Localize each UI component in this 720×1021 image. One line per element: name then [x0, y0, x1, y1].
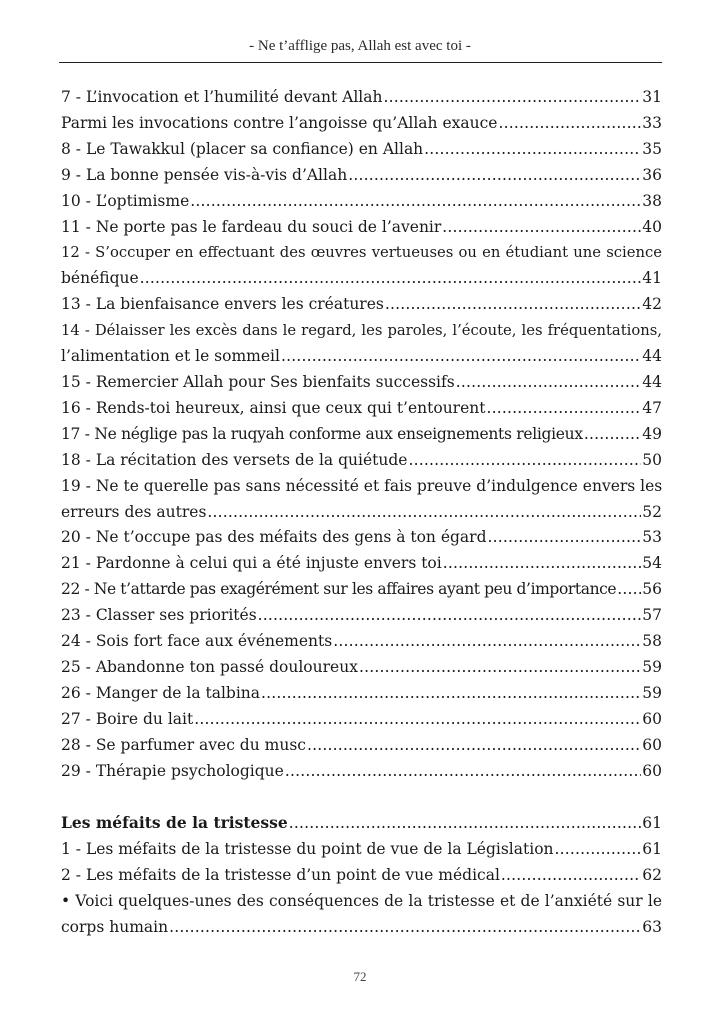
toc-leader-dots — [555, 837, 642, 863]
toc-page-number: 61 — [642, 814, 662, 833]
toc-entry-label: 22 - Ne t’attarde pas exagérément sur les affaires ayant peu d’importance — [61, 580, 617, 599]
toc-entry[interactable] — [61, 681, 662, 707]
toc-entry[interactable] — [61, 163, 662, 189]
toc-entry-label: 9 - La bonne pensée vis-à-vis d’Allah — [61, 165, 348, 184]
toc-entry[interactable] — [61, 655, 662, 681]
running-header: - Ne t’afflige pas, Allah est avec toi - — [249, 38, 471, 54]
toc-page-number: 44 — [642, 347, 662, 366]
toc-entry-label: 29 - Thérapie psychologique — [61, 761, 284, 780]
toc-leader-dots — [385, 292, 641, 318]
toc-entry[interactable] — [61, 603, 662, 629]
toc-entry-multiline[interactable] — [61, 474, 662, 526]
toc-entry-multiline[interactable] — [61, 889, 662, 941]
toc-entry[interactable] — [61, 837, 662, 863]
toc-entry-label-line2: corps humain — [61, 918, 169, 937]
toc-leader-dots — [207, 500, 641, 526]
toc-entry-label: 17 - Ne néglige pas la ruqyah conforme aux enseignements religieux — [61, 424, 583, 443]
toc-leader-dots — [617, 577, 641, 603]
toc-entry[interactable] — [61, 448, 662, 474]
toc-leader-dots — [424, 137, 641, 163]
toc-leader-dots — [443, 551, 642, 577]
toc-leader-dots — [140, 266, 642, 292]
toc-entry-label: 24 - Sois fort face aux événements — [61, 632, 333, 651]
toc-leader-dots — [281, 344, 641, 370]
toc-entry-label-line1: 12 - S’occuper en effectuant des œuvres vertueuses ou en étudiant une science — [61, 244, 662, 262]
toc-leader-dots — [584, 422, 641, 448]
toc-entry-label: 7 - L’invocation et l’humilité devant Allah — [61, 88, 383, 106]
toc-section-heading[interactable] — [61, 810, 662, 837]
toc-leader-dots — [442, 215, 641, 241]
toc-entry[interactable] — [61, 551, 662, 577]
toc-leader-dots — [285, 759, 641, 785]
toc-entry-label-line1: • Voici quelques-unes des conséquences de la tristesse et de l’anxiété sur le — [61, 892, 662, 911]
toc-leader-dots — [190, 189, 641, 215]
toc-entry[interactable] — [61, 577, 662, 603]
toc-entry[interactable] — [61, 422, 662, 448]
page-number: 72 — [353, 969, 367, 984]
toc-leader-dots — [258, 603, 642, 629]
toc-entry-multiline[interactable] — [61, 318, 662, 370]
toc-leader-dots — [261, 681, 641, 707]
toc-entry[interactable] — [61, 137, 662, 163]
toc-entry-label-line1: 19 - Ne te querelle pas sans nécessité et fais preuve d’indulgence envers les — [61, 476, 663, 495]
toc-leader-dots — [333, 629, 641, 655]
toc-leader-dots — [348, 163, 641, 189]
toc-entry[interactable] — [61, 733, 662, 759]
toc-entry-label: 25 - Abandonne ton passé douloureux — [61, 657, 358, 676]
toc-leader-dots — [486, 396, 641, 422]
toc-page-number: 41 — [642, 269, 662, 288]
toc-entry[interactable] — [61, 707, 662, 733]
toc-page-number: 53 — [642, 528, 662, 547]
toc-entry-label: 26 - Manger de la talbina — [61, 683, 261, 702]
toc-entry-label: 11 - Ne porte pas le fardeau du souci de l’avenir — [61, 217, 442, 236]
toc-entry-label: 15 - Remercier Allah pour Ses bienfaits successifs — [61, 372, 455, 391]
toc-entry-label: 13 - La bienfaisance envers les créatures — [61, 295, 384, 314]
toc-entry[interactable] — [61, 111, 662, 137]
toc-page-number: 49 — [642, 424, 662, 443]
toc-entry[interactable] — [61, 629, 662, 655]
toc-entry-label: 8 - Le Tawakkul (placer sa confiance) en Allah — [61, 139, 424, 158]
toc-leader-dots — [501, 863, 641, 889]
toc-leader-dots — [289, 811, 642, 837]
toc-leader-dots — [169, 915, 641, 941]
toc-page-number: 38 — [642, 191, 662, 210]
toc-entry[interactable] — [61, 85, 662, 111]
toc-page-number: 61 — [642, 840, 662, 859]
toc-entry-label: 1 - Les méfaits de la tristesse du point de vue de la Législation — [61, 840, 554, 859]
toc-page-number: 62 — [642, 866, 662, 885]
toc-page-number: 60 — [642, 735, 662, 754]
toc-leader-dots — [408, 448, 641, 474]
toc-entry-label: 16 - Rends-toi heureux, ainsi que ceux qui t’entourent — [61, 398, 486, 417]
toc-entry[interactable] — [61, 863, 662, 889]
toc-entry-label: 28 - Se parfumer avec du musc — [61, 735, 306, 754]
toc-page-number: 56 — [642, 580, 662, 599]
toc-entry[interactable] — [61, 396, 662, 422]
toc-leader-dots — [488, 525, 642, 551]
toc-page-number: 52 — [642, 502, 662, 521]
toc-entry[interactable] — [61, 525, 662, 551]
header-divider — [59, 62, 662, 63]
toc-page-number: 59 — [642, 683, 662, 702]
toc-page-number: 60 — [642, 709, 662, 728]
toc-leader-dots — [307, 733, 641, 759]
toc-page-number: 60 — [642, 761, 662, 780]
toc-page-number: 57 — [642, 606, 662, 625]
toc-entry-label: 10 - L’optimisme — [61, 191, 190, 210]
toc-entry-label-line2: erreurs des autres — [61, 502, 207, 521]
toc-page-number: 54 — [642, 554, 662, 573]
toc-page-number: 50 — [642, 450, 662, 469]
toc-entry-label-line2: bénéfique — [61, 269, 139, 288]
toc-entry[interactable] — [61, 370, 662, 396]
toc-entry-label: Parmi les invocations contre l’angoisse qu’Allah exauce — [61, 113, 498, 132]
toc-entry-label: 27 - Boire du lait — [61, 709, 194, 728]
toc-leader-dots — [194, 707, 641, 733]
toc-entry-label-line1: 14 - Délaisser les excès dans le regard, les paroles, l’écoute, les fréquentations, — [61, 322, 662, 340]
toc-page-number: 63 — [642, 918, 662, 937]
toc-entry-label: 23 - Classer ses priorités — [61, 606, 257, 625]
toc-entry-label: 20 - Ne t’occupe pas des méfaits des gens à ton égard — [61, 528, 487, 547]
toc-entry[interactable] — [61, 759, 662, 785]
toc-page-number: 35 — [642, 139, 662, 158]
toc-section-label: Les méfaits de la tristesse — [61, 813, 288, 833]
table-of-contents — [61, 85, 662, 941]
toc-entry-label: 2 - Les méfaits de la tristesse d’un point de vue médical — [61, 866, 500, 885]
toc-entry-label-line2: l’alimentation et le sommeil — [61, 347, 280, 366]
toc-page-number: 59 — [642, 657, 662, 676]
toc-leader-dots — [498, 111, 641, 137]
section-spacer — [61, 784, 662, 810]
toc-leader-dots — [383, 85, 641, 111]
toc-page-number: 58 — [642, 632, 662, 651]
toc-entry[interactable] — [61, 215, 662, 241]
toc-leader-dots — [456, 370, 642, 396]
toc-page-number: 44 — [642, 372, 662, 391]
toc-entry-label: 21 - Pardonne à celui qui a été injuste envers toi — [61, 554, 442, 573]
toc-entry[interactable] — [61, 189, 662, 215]
toc-entry-multiline[interactable] — [61, 240, 662, 292]
toc-page-number: 42 — [642, 295, 662, 314]
toc-page-number: 40 — [642, 217, 662, 236]
toc-page-number: 47 — [642, 398, 662, 417]
toc-leader-dots — [359, 655, 641, 681]
toc-page-number: 31 — [642, 88, 662, 106]
toc-page-number: 33 — [642, 113, 662, 132]
toc-entry[interactable] — [61, 292, 662, 318]
toc-page-number: 36 — [642, 165, 662, 184]
toc-entry-label: 18 - La récitation des versets de la quiétude — [61, 450, 408, 469]
